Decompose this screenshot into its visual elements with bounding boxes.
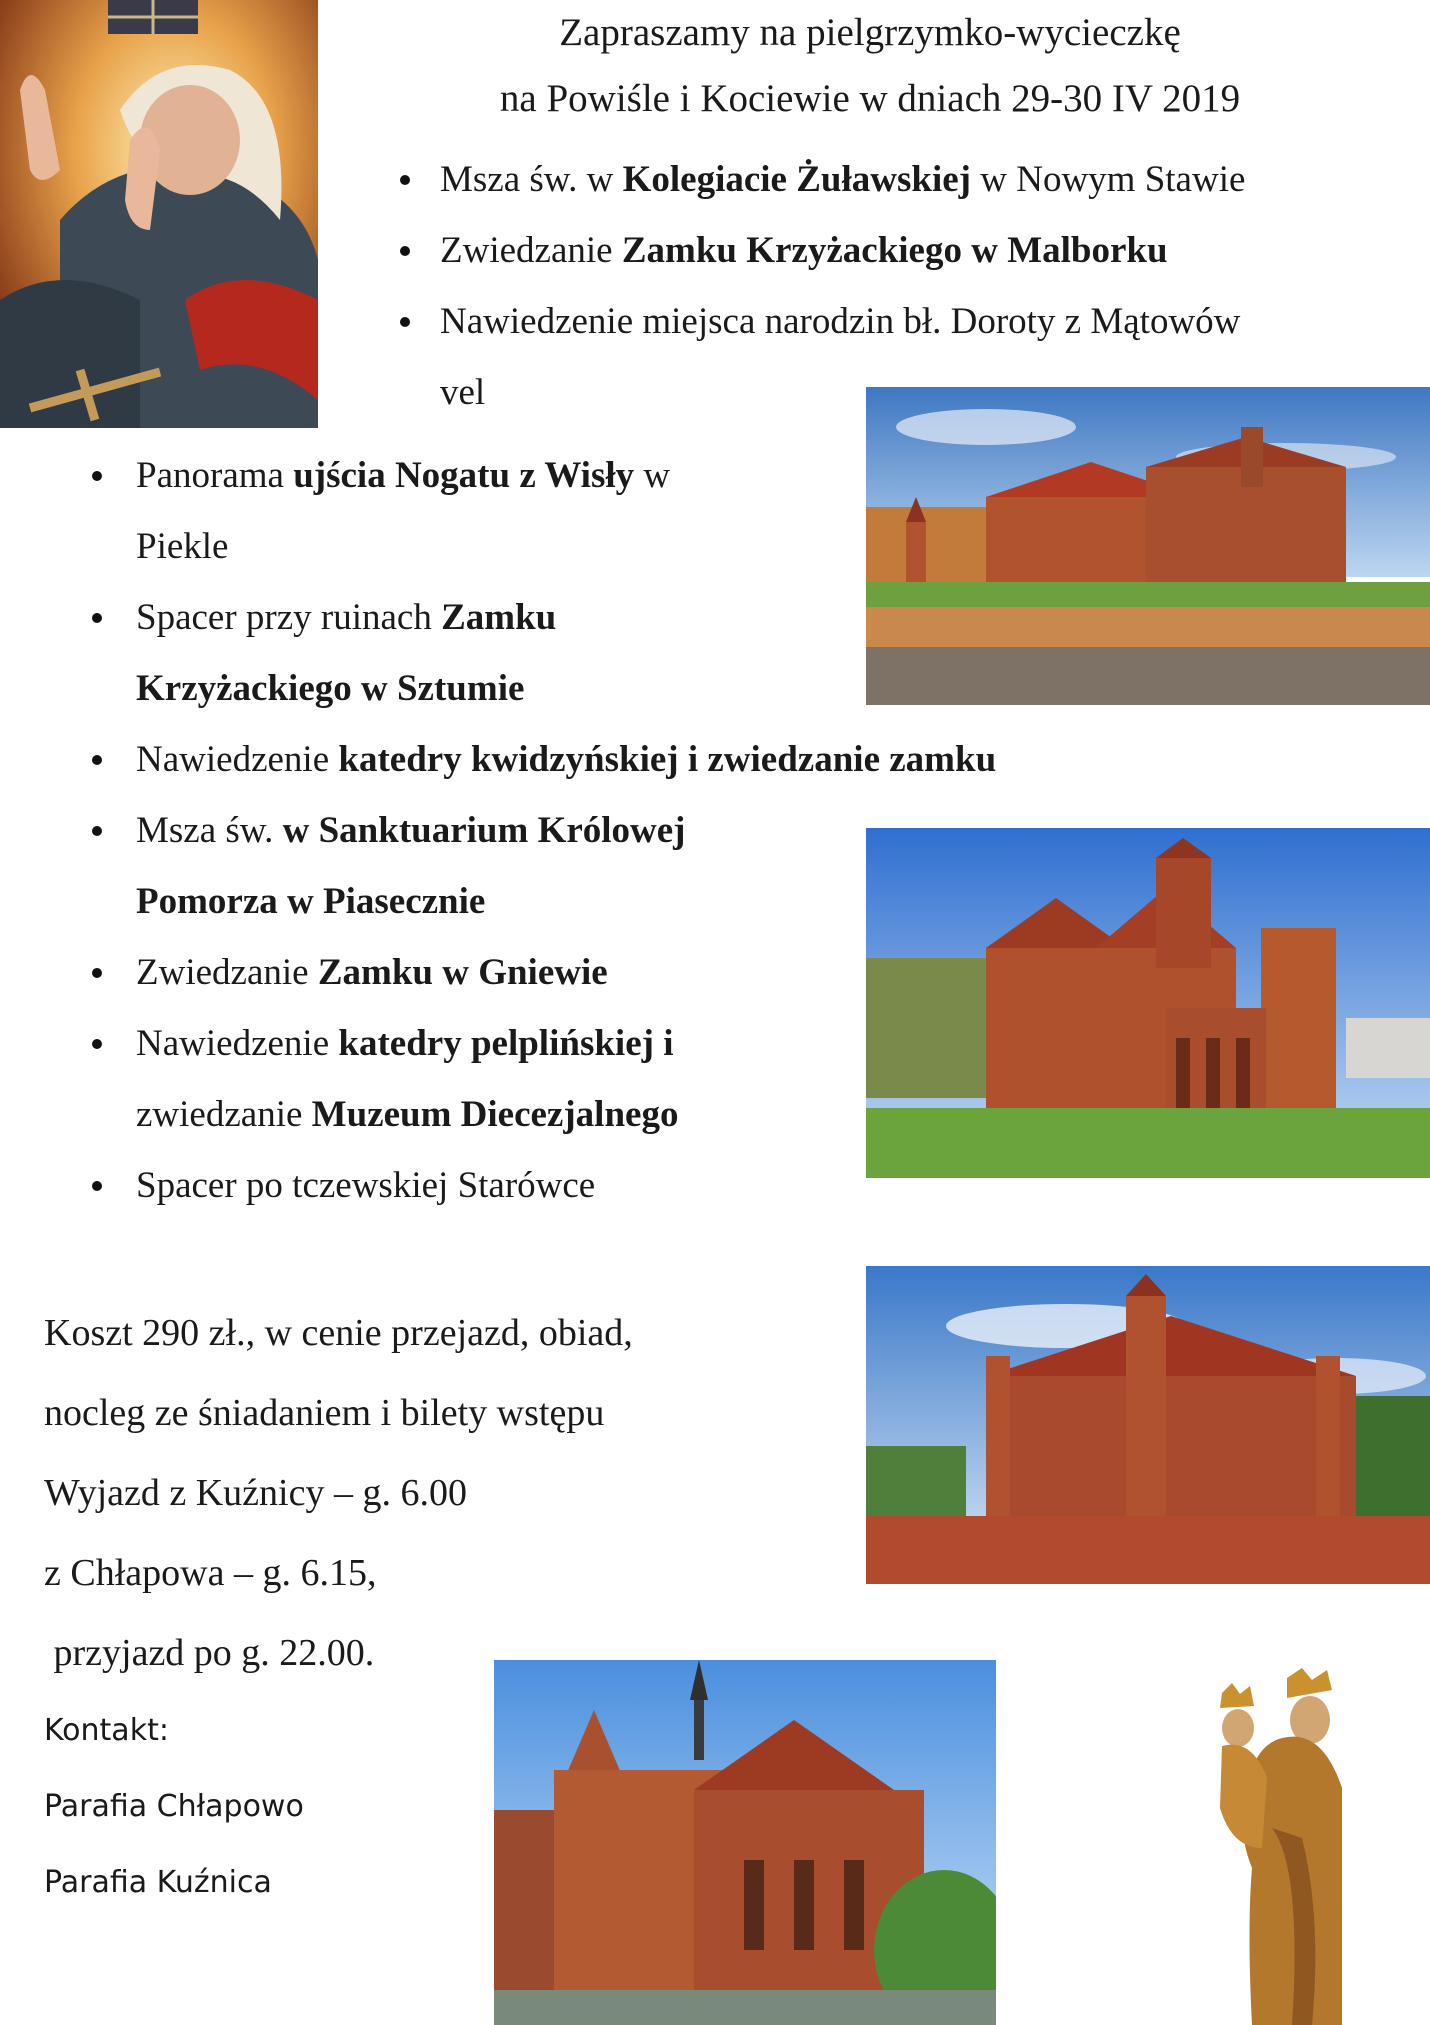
list-item: Zwiedzanie Zamku Krzyżackiego w Malborku xyxy=(440,215,1380,286)
return-time: przyjazd po g. 22.00. xyxy=(44,1632,375,1674)
contact-parish-chlapowo: Parafia Chłapowo xyxy=(44,1789,304,1824)
included-line: nocleg ze śniadaniem i bilety wstępu xyxy=(44,1392,605,1434)
cost-line: Koszt 290 zł., w cenie przejazd, obiad, xyxy=(44,1312,633,1354)
saint-painting xyxy=(0,0,318,428)
departure-kuznica: Wyjazd z Kuźnicy – g. 6.00 xyxy=(44,1472,467,1514)
gniew-castle-photo xyxy=(866,1266,1430,1584)
kwidzyn-castle-photo xyxy=(866,828,1430,1178)
list-item: Spacer po tczewskiej Starówce xyxy=(136,1150,996,1221)
departure-chlapowo: z Chłapowa – g. 6.15, xyxy=(44,1552,377,1594)
list-item: Spacer przy ruinach Zamku Krzyżackiego w Sztumie xyxy=(136,582,996,724)
list-item: Nawiedzenie miejsca narodzin bł. Doroty z Mątowów xyxy=(440,286,1380,357)
trip-info xyxy=(44,1293,633,1693)
title-line-1: Zapraszamy na pielgrzymko-wycieczkę xyxy=(559,11,1181,54)
contact-parish-kuznica: Parafia Kuźnica xyxy=(44,1865,272,1900)
list-item-continuation: vel xyxy=(440,372,486,413)
list-item: Nawiedzenie katedry kwidzyńskiej i zwiedzanie zamku xyxy=(136,724,996,795)
itinerary-list-top xyxy=(440,144,1380,428)
list-item: Msza św. w Sanktuarium Królowej Pomorza w Piasecznie xyxy=(136,795,996,937)
list-item: Panorama ujścia Nogatu z Wisły w Piekle xyxy=(136,440,996,582)
list-item: Msza św. w Kolegiacie Żuławskiej w Nowym Stawie xyxy=(440,144,1380,215)
pelplin-cathedral-photo xyxy=(494,1660,996,2025)
list-item: Nawiedzenie katedry pelplińskiej i zwiedzanie Muzeum Diecezjalnego xyxy=(136,1008,996,1150)
madonna-statue-image xyxy=(1192,1668,1358,2025)
list-item: Zwiedzanie Zamku w Gniewie xyxy=(136,937,996,1008)
contact-label: Kontakt: xyxy=(44,1713,169,1748)
page-title xyxy=(430,0,1310,132)
title-line-2: na Powiśle i Kociewie w dniach 29-30 IV 2019 xyxy=(499,77,1241,120)
contact-section xyxy=(44,1702,304,1930)
